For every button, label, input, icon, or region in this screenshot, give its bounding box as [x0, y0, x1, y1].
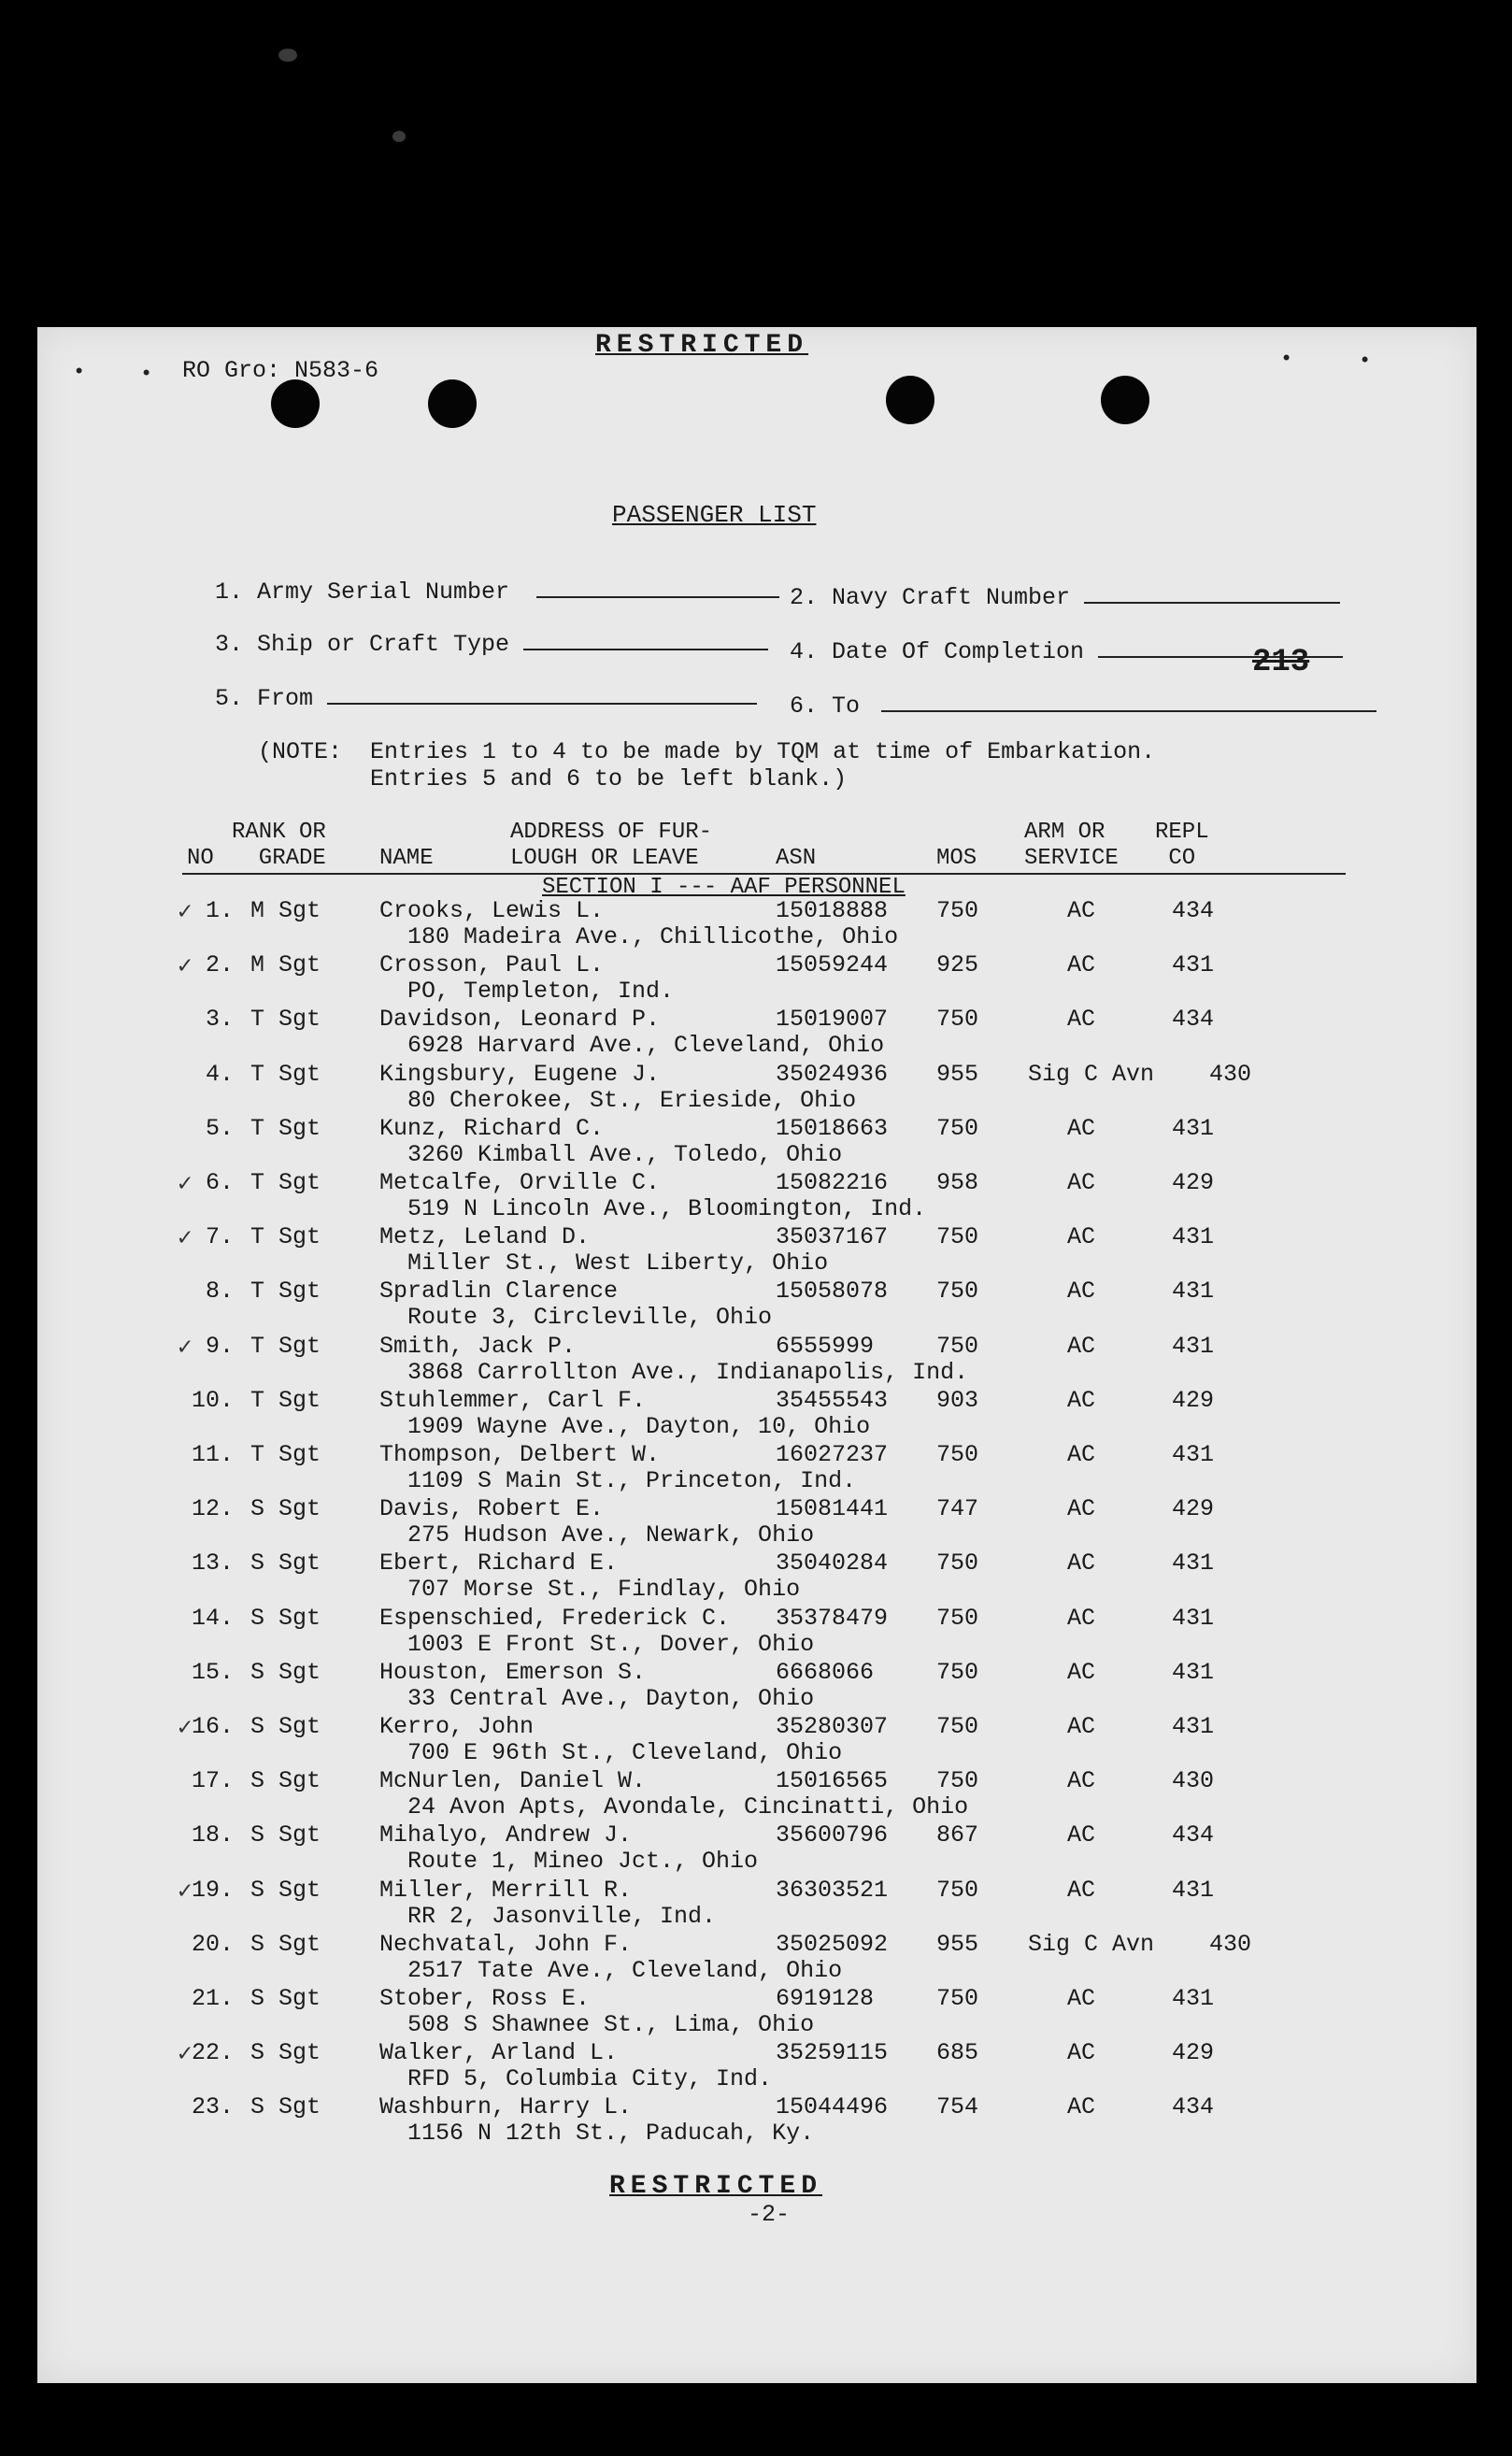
passenger-name: Ebert, Richard E.: [379, 1549, 619, 1578]
rank-grade: S Sgt: [250, 2093, 321, 2121]
asn-value: 6668066: [776, 1658, 875, 1686]
field-army-serial: [215, 576, 779, 606]
entry-number: 12.: [191, 1495, 234, 1523]
mos-value: 750: [936, 1223, 979, 1251]
repl-co: 431: [1172, 1332, 1215, 1360]
col-address: ADDRESS OF FUR- LOUGH OR LEAVE: [510, 820, 713, 871]
arm-service: AC: [1067, 1713, 1096, 1740]
table-row: [37, 1387, 1476, 1441]
check-mark: ✓: [178, 1224, 193, 1253]
entry-number: 9.: [205, 1332, 234, 1360]
asn-value: 6555999: [776, 1332, 875, 1360]
repl-co: 430: [1209, 1060, 1252, 1088]
mos-value: 750: [936, 1006, 979, 1034]
arm-service: AC: [1067, 897, 1096, 924]
furlough-address: Route 3, Circleville, Ohio: [407, 1304, 773, 1332]
file-reference: RO Gro: N583-6: [182, 357, 379, 384]
furlough-address: 3260 Kimball Ave., Toledo, Ohio: [407, 1140, 843, 1168]
passenger-name: Spradlin Clarence: [379, 1278, 619, 1306]
field-blank: [1084, 581, 1340, 604]
asn-value: 35024936: [776, 1060, 889, 1088]
rank-grade: T Sgt: [250, 1386, 321, 1414]
furlough-address: 180 Madeira Ave., Chillicothe, Ohio: [407, 923, 899, 950]
arm-service: AC: [1067, 1985, 1096, 2012]
asn-value: 16027237: [776, 1441, 889, 1468]
repl-co: 429: [1172, 2039, 1215, 2067]
asn-value: 15018888: [776, 897, 889, 924]
asn-value: 35455543: [776, 1386, 889, 1414]
repl-co: 429: [1172, 1169, 1215, 1196]
passenger-name: Smith, Jack P.: [379, 1332, 577, 1360]
pencil-mark: •: [73, 361, 86, 384]
check-mark: ✓: [178, 1170, 193, 1198]
entry-number: 11.: [191, 1441, 234, 1468]
passenger-name: Metz, Leland D.: [379, 1223, 591, 1251]
mos-value: 750: [936, 1604, 979, 1632]
furlough-address: RR 2, Jasonville, Ind.: [407, 1902, 717, 1930]
repl-co: 434: [1172, 1821, 1215, 1849]
entry-number: 3.: [205, 1006, 234, 1034]
rank-grade: S Sgt: [250, 1930, 321, 1958]
passenger-name: Stober, Ross E.: [379, 1985, 591, 2012]
asn-value: 15019007: [776, 1006, 889, 1034]
field-label: 5. From: [215, 685, 314, 712]
punch-hole: [271, 379, 320, 428]
repl-co: 431: [1172, 1278, 1215, 1306]
table-row: [37, 1931, 1476, 1985]
arm-service: AC: [1067, 1278, 1096, 1306]
table-row: [37, 1223, 1476, 1278]
col-name: NAME: [379, 846, 434, 871]
mos-value: 750: [936, 1876, 979, 1904]
entry-number: 21.: [191, 1985, 234, 2012]
arm-service: AC: [1067, 1114, 1096, 1142]
page-number: -2-: [748, 2201, 791, 2228]
table-row: [37, 1169, 1476, 1223]
furlough-address: Miller St., West Liberty, Ohio: [407, 1249, 829, 1278]
pencil-mark: •: [140, 363, 153, 386]
punch-hole: [1101, 376, 1149, 424]
col-rank: RANK OR GRADE: [232, 820, 326, 871]
repl-co: 434: [1172, 1006, 1215, 1034]
repl-co: 430: [1172, 1767, 1215, 1795]
entry-number: 10.: [191, 1386, 234, 1414]
arm-service: AC: [1067, 1876, 1096, 1904]
table-row: [37, 1985, 1476, 2039]
furlough-address: PO, Templeton, Ind.: [407, 978, 675, 1006]
pencil-mark: •: [1359, 350, 1372, 373]
repl-co: 429: [1172, 1386, 1215, 1414]
table-row: [37, 1605, 1476, 1659]
note-line: (NOTE: Entries 1 to 4 to be made by TQM at time of Embarkation.: [258, 738, 1156, 765]
entry-number: 16.: [191, 1713, 234, 1740]
table-row: [37, 2039, 1476, 2093]
passenger-name: Houston, Emerson S.: [379, 1658, 647, 1686]
passenger-name: Kunz, Richard C.: [379, 1114, 605, 1142]
repl-co: 431: [1172, 1876, 1215, 1904]
furlough-address: 1003 E Front St., Dover, Ohio: [407, 1630, 815, 1658]
asn-value: 15058078: [776, 1278, 889, 1306]
furlough-address: RFD 5, Columbia City, Ind.: [407, 2065, 773, 2093]
furlough-address: 3868 Carrollton Ave., Indianapolis, Ind.: [407, 1358, 969, 1386]
field-blank: [881, 690, 1376, 712]
passenger-name: Espenschied, Frederick C.: [379, 1604, 731, 1632]
table-row: [37, 1549, 1476, 1604]
asn-value: 35378479: [776, 1604, 889, 1632]
field-label: 2. Navy Craft Number: [790, 584, 1071, 611]
mos-value: 958: [936, 1169, 979, 1196]
mos-value: 750: [936, 1114, 979, 1142]
table-row: [37, 1278, 1476, 1332]
entry-number: 18.: [191, 1821, 234, 1849]
check-mark: ✓: [178, 1877, 193, 1906]
mos-value: 925: [936, 951, 979, 979]
field-label: 1. Army Serial Number: [215, 578, 510, 606]
field-from: [215, 682, 757, 712]
arm-service: AC: [1067, 1386, 1096, 1414]
repl-co: 431: [1172, 1658, 1215, 1686]
rank-grade: T Sgt: [250, 1169, 321, 1196]
arm-service: AC: [1067, 1821, 1096, 1849]
film-speck: [392, 131, 406, 142]
check-mark: ✓: [178, 952, 193, 981]
repl-co: 431: [1172, 1713, 1215, 1740]
asn-value: 15018663: [776, 1114, 889, 1142]
mos-value: 750: [936, 1278, 979, 1306]
table-row: [37, 1877, 1476, 1931]
passenger-name: Thompson, Delbert W.: [379, 1441, 661, 1468]
asn-value: 15082216: [776, 1169, 889, 1196]
entry-number: 6.: [205, 1169, 234, 1196]
entry-number: 4.: [205, 1060, 234, 1088]
furlough-address: 2517 Tate Ave., Cleveland, Ohio: [407, 1956, 843, 1984]
arm-service: AC: [1067, 2039, 1096, 2067]
table-row: [37, 2093, 1476, 2148]
furlough-address: 33 Central Ave., Dayton, Ohio: [407, 1684, 815, 1712]
entry-number: 17.: [191, 1767, 234, 1795]
field-label: 3. Ship or Craft Type: [215, 631, 510, 658]
passenger-name: Miller, Merrill R.: [379, 1876, 633, 1904]
repl-co: 431: [1172, 951, 1215, 979]
rank-grade: S Sgt: [250, 1767, 321, 1795]
field-label: 4. Date Of Completion: [790, 638, 1085, 665]
arm-service: AC: [1067, 1604, 1096, 1632]
field-blank: [327, 682, 757, 705]
arm-service: AC: [1067, 1495, 1096, 1523]
furlough-address: 6928 Harvard Ave., Cleveland, Ohio: [407, 1032, 885, 1060]
table-row: [37, 1821, 1476, 1876]
table-row: [37, 1659, 1476, 1713]
asn-value: 35040284: [776, 1549, 889, 1578]
mos-value: 903: [936, 1386, 979, 1414]
asn-value: 15081441: [776, 1495, 889, 1523]
rank-grade: T Sgt: [250, 1006, 321, 1034]
col-mos: MOS: [936, 846, 977, 871]
rank-grade: T Sgt: [250, 1223, 321, 1251]
furlough-address: 519 N Lincoln Ave., Bloomington, Ind.: [407, 1195, 927, 1222]
repl-co: 431: [1172, 1441, 1215, 1468]
field-blank: [523, 628, 768, 650]
mos-value: 955: [936, 1930, 979, 1958]
entry-number: 15.: [191, 1658, 234, 1686]
table-row: [37, 1333, 1476, 1387]
rank-grade: S Sgt: [250, 1495, 321, 1523]
rank-grade: T Sgt: [250, 1060, 321, 1088]
mos-value: 750: [936, 1332, 979, 1360]
col-asn: ASN: [776, 846, 817, 871]
arm-service: AC: [1067, 1006, 1096, 1034]
asn-value: 6919128: [776, 1985, 875, 2012]
asn-value: 35037167: [776, 1223, 889, 1251]
furlough-address: 508 S Shawnee St., Lima, Ohio: [407, 2011, 815, 2038]
passenger-name: Crosson, Paul L.: [379, 951, 605, 979]
entry-number: 5.: [205, 1114, 234, 1142]
table-row: [37, 897, 1476, 951]
film-speck: [278, 49, 297, 62]
table-row: [37, 1061, 1476, 1115]
col-repl: REPL CO: [1155, 820, 1209, 871]
passenger-name: Walker, Arland L.: [379, 2039, 619, 2067]
classification-top: RESTRICTED: [595, 331, 809, 360]
passenger-name: Kingsbury, Eugene J.: [379, 1060, 661, 1088]
rank-grade: T Sgt: [250, 1441, 321, 1468]
furlough-address: 1909 Wayne Ave., Dayton, 10, Ohio: [407, 1412, 871, 1440]
passenger-name: McNurlen, Daniel W.: [379, 1767, 647, 1795]
mos-value: 750: [936, 1713, 979, 1740]
rank-grade: S Sgt: [250, 1549, 321, 1578]
arm-service: AC: [1067, 1767, 1096, 1795]
mos-value: 747: [936, 1495, 979, 1523]
field-to: [790, 690, 1376, 720]
furlough-address: 1109 S Main St., Princeton, Ind.: [407, 1467, 857, 1494]
instruction-note: [258, 738, 1155, 792]
repl-co: 434: [1172, 897, 1215, 924]
rank-grade: S Sgt: [250, 2039, 321, 2067]
asn-value: 35259115: [776, 2039, 889, 2067]
field-blank: [536, 576, 779, 598]
table-row: [37, 1115, 1476, 1169]
arm-service: Sig C Avn: [1028, 1930, 1155, 1958]
asn-value: 35025092: [776, 1930, 889, 1958]
mos-value: 750: [936, 1441, 979, 1468]
rank-grade: S Sgt: [250, 1985, 321, 2012]
field-navy-craft: [790, 581, 1340, 611]
rank-grade: S Sgt: [250, 1713, 321, 1740]
rank-grade: M Sgt: [250, 897, 321, 924]
check-mark: ✓: [178, 2040, 193, 2069]
check-mark: ✓: [178, 1714, 193, 1742]
furlough-address: 24 Avon Apts, Avondale, Cincinatti, Ohio: [407, 1793, 969, 1821]
mos-value: 750: [936, 1549, 979, 1578]
table-row: [37, 1495, 1476, 1549]
field-label: 6. To: [790, 693, 861, 720]
mos-value: 754: [936, 2093, 979, 2121]
check-mark: ✓: [178, 898, 193, 926]
passenger-name: Stuhlemmer, Carl F.: [379, 1386, 647, 1414]
furlough-address: 80 Cherokee, St., Erieside, Ohio: [407, 1086, 857, 1114]
arm-service: AC: [1067, 2093, 1096, 2121]
asn-value: 36303521: [776, 1876, 889, 1904]
passenger-name: Kerro, John: [379, 1713, 535, 1740]
mos-value: 955: [936, 1060, 979, 1088]
rank-grade: T Sgt: [250, 1332, 321, 1360]
arm-service: Sig C Avn: [1028, 1060, 1155, 1088]
repl-co: 431: [1172, 1985, 1215, 2012]
furlough-address: 1156 N 12th St., Paducah, Ky.: [407, 2120, 815, 2148]
arm-service: AC: [1067, 1332, 1096, 1360]
entry-number: 7.: [205, 1223, 234, 1251]
arm-service: AC: [1067, 1169, 1096, 1196]
classification-bottom: RESTRICTED: [609, 2172, 823, 2201]
asn-value: 15044496: [776, 2093, 889, 2121]
entry-number: 22.: [191, 2039, 234, 2067]
rank-grade: S Sgt: [250, 1658, 321, 1686]
entry-number: 20.: [191, 1930, 234, 1958]
furlough-address: 707 Morse St., Findlay, Ohio: [407, 1576, 801, 1604]
repl-co: 429: [1172, 1495, 1215, 1523]
passenger-name: Washburn, Harry L.: [379, 2093, 633, 2121]
entry-number: 1.: [205, 897, 234, 924]
passenger-name: Crooks, Lewis L.: [379, 897, 605, 924]
asn-value: 15016565: [776, 1767, 889, 1795]
mos-value: 867: [936, 1821, 979, 1849]
mos-value: 685: [936, 2039, 979, 2067]
asn-value: 35600796: [776, 1821, 889, 1849]
arm-service: AC: [1067, 951, 1096, 979]
arm-service: AC: [1067, 1549, 1096, 1578]
entry-number: 14.: [191, 1604, 234, 1632]
pencil-mark: •: [1280, 348, 1293, 371]
passenger-name: Davidson, Leonard P.: [379, 1006, 661, 1034]
furlough-address: 700 E 96th St., Cleveland, Ohio: [407, 1739, 843, 1766]
note-line: Entries 5 and 6 to be left blank.): [258, 765, 848, 792]
form-title: PASSENGER LIST: [612, 501, 817, 529]
passenger-name: Metcalfe, Orville C.: [379, 1169, 661, 1196]
repl-co: 431: [1172, 1549, 1215, 1578]
entry-number: 23.: [191, 2093, 234, 2121]
rank-grade: S Sgt: [250, 1821, 321, 1849]
furlough-address: 275 Hudson Ave., Newark, Ohio: [407, 1521, 815, 1549]
rank-grade: T Sgt: [250, 1114, 321, 1142]
arm-service: AC: [1067, 1223, 1096, 1251]
check-mark: ✓: [178, 1333, 193, 1362]
document-page: [37, 327, 1476, 2383]
col-no: NO: [187, 846, 214, 871]
date-completion-value: 213: [1252, 645, 1310, 680]
rank-grade: S Sgt: [250, 1876, 321, 1904]
mos-value: 750: [936, 1767, 979, 1795]
mos-value: 750: [936, 1985, 979, 2012]
mos-value: 750: [936, 1658, 979, 1686]
table-row: [37, 951, 1476, 1006]
entry-number: 8.: [205, 1278, 234, 1306]
table-row: [37, 1006, 1476, 1060]
passenger-name: Davis, Robert E.: [379, 1495, 605, 1523]
rank-grade: M Sgt: [250, 951, 321, 979]
passenger-name: Mihalyo, Andrew J.: [379, 1821, 633, 1849]
repl-co: 431: [1172, 1114, 1215, 1142]
passenger-name: Nechvatal, John F.: [379, 1930, 633, 1958]
mos-value: 750: [936, 897, 979, 924]
section-title: SECTION I --- AAF PERSONNEL: [542, 875, 906, 900]
asn-value: 15059244: [776, 951, 889, 979]
table-row: [37, 1713, 1476, 1767]
entry-number: 2.: [205, 951, 234, 979]
arm-service: AC: [1067, 1441, 1096, 1468]
repl-co: 431: [1172, 1604, 1215, 1632]
rank-grade: S Sgt: [250, 1604, 321, 1632]
punch-hole: [428, 379, 477, 428]
field-ship-type: [215, 628, 768, 658]
furlough-address: Route 1, Mineo Jct., Ohio: [407, 1848, 759, 1876]
asn-value: 35280307: [776, 1713, 889, 1740]
punch-hole: [886, 376, 934, 424]
entry-number: 13.: [191, 1549, 234, 1578]
repl-co: 430: [1209, 1930, 1252, 1958]
rank-grade: T Sgt: [250, 1278, 321, 1306]
col-arm: ARM OR SERVICE: [1024, 820, 1119, 871]
table-row: [37, 1767, 1476, 1821]
repl-co: 434: [1172, 2093, 1215, 2121]
arm-service: AC: [1067, 1658, 1096, 1686]
entry-number: 19.: [191, 1876, 234, 1904]
table-row: [37, 1441, 1476, 1495]
repl-co: 431: [1172, 1223, 1215, 1251]
